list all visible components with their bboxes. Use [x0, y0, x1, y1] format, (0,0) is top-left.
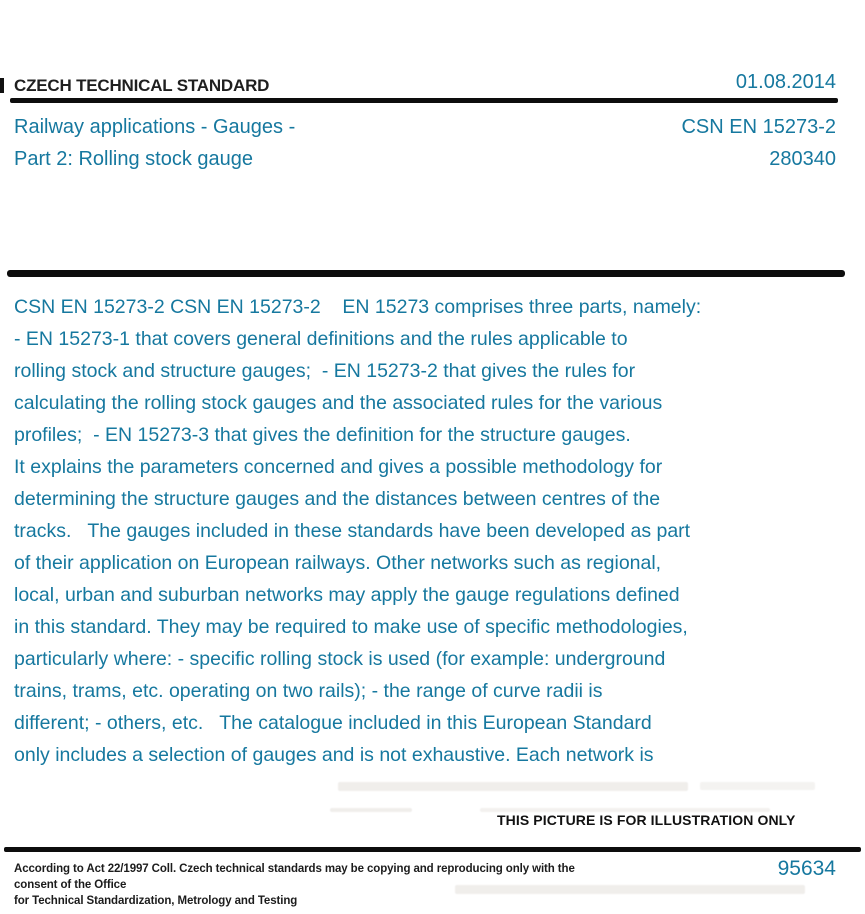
- issue-date: 01.08.2014: [735, 71, 836, 93]
- copyright-line1: According to Act 22/1997 Coll. Czech technical standards may be copying and reproducing only with the consent of the Office: [14, 863, 575, 891]
- document-title-line1: Railway applications - Gauges -: [14, 116, 296, 138]
- abstract-line: CSN EN 15273-2 CSN EN 15273-2 EN 15273 comprises three parts, namely:: [14, 296, 702, 318]
- abstract-line: rolling stock and structure gauges; - EN 15273-2 that gives the rules for: [14, 360, 636, 382]
- abstract-line: - EN 15273-1 that covers general definitions and the rules applicable to: [14, 328, 628, 350]
- abstract-line: particularly where: - specific rolling stock is used (for example: underground: [14, 648, 666, 670]
- abstract-line: in this standard. They may be required to make use of specific methodologies,: [14, 616, 688, 638]
- abstract-line: profiles; - EN 15273-3 that gives the definition for the structure gauges.: [14, 424, 631, 446]
- ghost-text-smudge: [330, 808, 412, 812]
- section-divider-rule: [7, 270, 845, 277]
- ghost-text-smudge: [700, 782, 815, 790]
- abstract-line: determining the structure gauges and the distances between centres of the: [14, 488, 661, 510]
- abstract-line: It explains the parameters concerned and gives a possible methodology for: [14, 456, 663, 478]
- illustration-only-notice: THIS PICTURE IS FOR ILLUSTRATION ONLY: [497, 812, 796, 828]
- header-rule: [10, 98, 838, 103]
- abstract-line: local, urban and suburban networks may apply the gauge regulations defined: [14, 584, 680, 606]
- standard-code: CSN EN 15273-2: [681, 116, 836, 138]
- classification-number: 280340: [769, 148, 836, 170]
- document-number: 95634: [777, 857, 836, 880]
- copyright-line2: for Technical Standardization, Metrology and Testing: [14, 895, 298, 907]
- document-title-line2: Part 2: Rolling stock gauge: [14, 148, 254, 170]
- ghost-text-smudge: [338, 782, 688, 791]
- footer-rule: [4, 847, 861, 852]
- abstract-line: trains, trams, etc. operating on two rails); - the range of curve radii is: [14, 680, 603, 702]
- left-margin-mark: [0, 78, 4, 93]
- abstract-line: tracks. The gauges included in these standards have been developed as part: [14, 520, 691, 542]
- ghost-text-smudge: [455, 885, 805, 894]
- abstract-line: of their application on European railways. Other networks such as regional,: [14, 552, 662, 574]
- abstract-line: calculating the rolling stock gauges and the associated rules for the various: [14, 392, 663, 414]
- abstract-line: different; - others, etc. The catalogue included in this European Standard: [14, 712, 652, 734]
- abstract-text: [14, 291, 814, 771]
- abstract-line: only includes a selection of gauges and is not exhaustive. Each network is: [14, 744, 654, 766]
- standard-type-label: CZECH TECHNICAL STANDARD: [14, 76, 270, 95]
